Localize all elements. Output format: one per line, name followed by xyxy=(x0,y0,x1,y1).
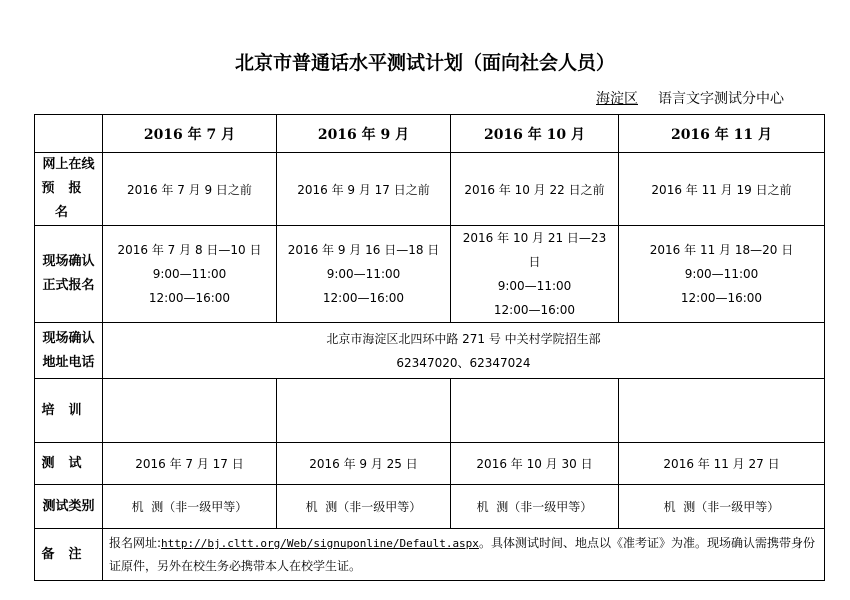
confirm-date: 2016 年 11 月 18—20 日 xyxy=(649,243,794,257)
label-line: 现场确认 xyxy=(42,254,95,269)
label-line: 现场确认 xyxy=(42,330,95,346)
confirm-am: 9:00—11:00 xyxy=(326,267,401,281)
confirm-cell xyxy=(619,226,825,323)
label-line: 地址电话 xyxy=(42,354,95,370)
online-prereg-row xyxy=(35,153,825,226)
category-cell: 机 测（非一级甲等） xyxy=(619,485,825,529)
confirm-date: 2016 年 10 月 21 日—23 日 xyxy=(462,231,607,269)
center-name: 语言文字测试分中心 xyxy=(658,91,784,107)
test-date-row xyxy=(35,443,825,485)
confirm-cell xyxy=(277,226,451,323)
signup-url-link[interactable]: http://bj.cltt.org/Web/signuponline/Default.aspx xyxy=(161,537,479,550)
confirm-date: 2016 年 9 月 16 日—18 日 xyxy=(287,243,440,257)
header-row xyxy=(35,115,825,153)
label-line: 网上在线 xyxy=(42,157,95,172)
confirm-pm: 12:00—16:00 xyxy=(322,291,405,305)
online-deadline-cell: 2016 年 7 月 9 日之前 xyxy=(103,153,277,226)
row-label-address xyxy=(35,323,103,379)
confirm-pm: 12:00—16:00 xyxy=(680,291,763,305)
confirm-pm: 12:00—16:00 xyxy=(148,291,231,305)
training-cell xyxy=(103,379,277,443)
month-header: 2016 年 7 月 xyxy=(103,115,277,153)
training-row xyxy=(35,379,825,443)
test-category-row xyxy=(35,485,825,529)
department-line xyxy=(590,88,784,108)
confirm-pm: 12:00—16:00 xyxy=(493,303,576,317)
month-header: 2016 年 11 月 xyxy=(619,115,825,153)
confirm-am: 9:00—11:00 xyxy=(152,267,227,281)
notes-text: 。具体测试时间、地点以《准考证》为准。现场确认需携带身份证原件，另外在校生务必携带本人在校学生证。 xyxy=(109,536,815,573)
test-plan-table xyxy=(34,114,825,581)
row-label-category: 测试类别 xyxy=(35,485,103,529)
training-cell xyxy=(277,379,451,443)
test-date-cell: 2016 年 7 月 17 日 xyxy=(103,443,277,485)
phone-text: 62347020、62347024 xyxy=(396,355,531,370)
category-cell: 机 测（非一级甲等） xyxy=(103,485,277,529)
notes-cell xyxy=(103,529,825,581)
district-name: 海淀区 xyxy=(596,91,638,107)
row-label-training: 培训 xyxy=(35,379,103,443)
training-cell xyxy=(619,379,825,443)
row-label-notes: 备注 xyxy=(35,529,103,581)
document-title: 北京市普通话水平测试计划（面向社会人员） xyxy=(234,52,615,74)
confirm-cell xyxy=(103,226,277,323)
confirm-cell xyxy=(451,226,619,323)
onsite-confirm-row xyxy=(35,226,825,323)
test-date-cell: 2016 年 9 月 25 日 xyxy=(277,443,451,485)
address-text: 北京市海淀区北四环中路 271 号 中关村学院招生部 xyxy=(326,331,601,346)
category-cell: 机 测（非一级甲等） xyxy=(451,485,619,529)
training-cell xyxy=(451,379,619,443)
online-deadline-cell: 2016 年 10 月 22 日之前 xyxy=(451,153,619,226)
header-corner xyxy=(35,115,103,153)
month-header: 2016 年 9 月 xyxy=(277,115,451,153)
row-label-confirm xyxy=(35,226,103,323)
confirm-am: 9:00—11:00 xyxy=(497,279,572,293)
notes-row xyxy=(35,529,825,581)
address-cell xyxy=(103,323,825,379)
category-cell: 机 测（非一级甲等） xyxy=(277,485,451,529)
address-row xyxy=(35,323,825,379)
label-line: 预报名 xyxy=(41,181,96,220)
online-deadline-cell: 2016 年 9 月 17 日之前 xyxy=(277,153,451,226)
online-deadline-cell: 2016 年 11 月 19 日之前 xyxy=(619,153,825,226)
row-label-online xyxy=(35,153,103,226)
label-line: 正式报名 xyxy=(42,278,95,293)
row-label-test: 测试 xyxy=(35,443,103,485)
month-header: 2016 年 10 月 xyxy=(451,115,619,153)
confirm-am: 9:00—11:00 xyxy=(684,267,759,281)
test-date-cell: 2016 年 10 月 30 日 xyxy=(451,443,619,485)
test-date-cell: 2016 年 11 月 27 日 xyxy=(619,443,825,485)
confirm-date: 2016 年 7 月 8 日—10 日 xyxy=(117,243,262,257)
notes-prefix: 报名网址: xyxy=(109,536,162,550)
